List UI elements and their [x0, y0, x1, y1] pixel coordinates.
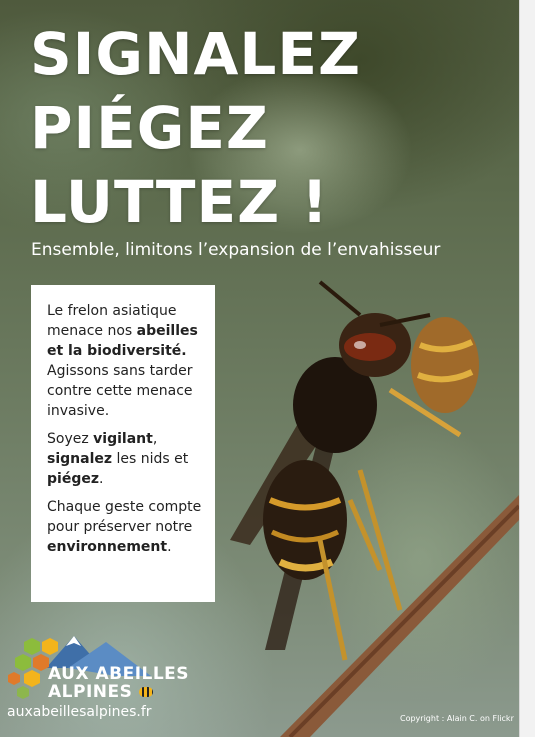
card-paragraph-3: Chaque geste compte pour préserver notre environnement. [47, 499, 202, 555]
info-card [31, 285, 215, 602]
website-link[interactable]: auxabeillesalpines.fr [7, 704, 152, 720]
brand-name-line-2: ALPINES [48, 684, 189, 701]
page-edge [519, 0, 535, 737]
headline-line-3: LUTTEZ ! [30, 168, 329, 236]
headline-line-1: SIGNALEZ [30, 20, 362, 88]
brand-name-line-1: AUX ABEILLES [48, 664, 190, 684]
card-paragraph-1: Le frelon asiatique menace nos abeilles et la biodiversité. Agissons sans tarder contre cette menace invasive. [47, 303, 198, 419]
subtitle: Ensemble, limitons l’expansion de l’envahisseur [31, 240, 441, 260]
photo-copyright: Copyright : Alain C. on Flickr [400, 714, 514, 723]
card-paragraph-2: Soyez vigilant, signalez les nids et piégez. [47, 431, 189, 487]
brand-name [48, 666, 189, 701]
hornet-photo [210, 270, 519, 737]
bee-icon [139, 687, 153, 697]
headline-line-2: PIÉGEZ [30, 94, 269, 162]
